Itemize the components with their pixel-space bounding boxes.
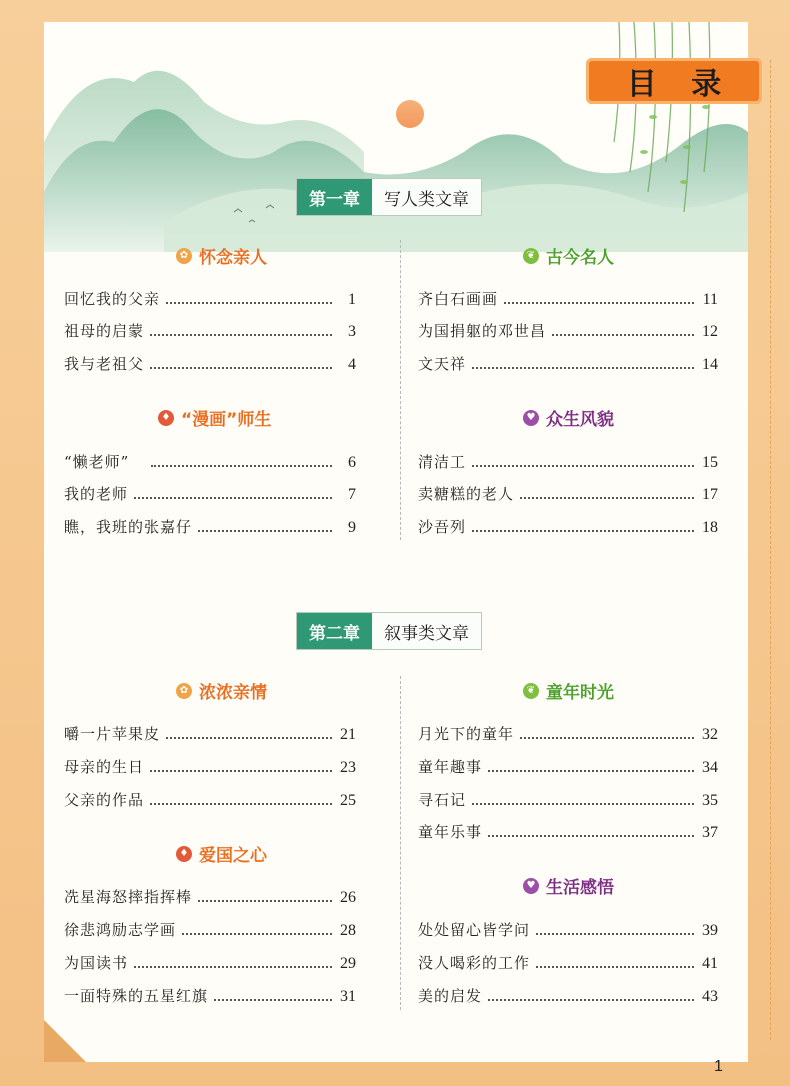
leader-dots: [134, 966, 332, 968]
entry-page: 28: [340, 922, 356, 939]
toc-entry[interactable]: [64, 451, 356, 472]
toc-entry[interactable]: [64, 516, 356, 537]
decorative-border: [770, 60, 772, 1040]
landscape-banner: [44, 22, 748, 252]
entry-title: 我与老祖父: [64, 355, 145, 373]
toc-entry[interactable]: [64, 919, 356, 940]
toc-entry[interactable]: [418, 952, 718, 973]
toc-entry[interactable]: [418, 516, 718, 537]
entry-title: 齐白石画画: [418, 290, 499, 308]
leader-dots: [472, 803, 694, 805]
leader-dots: [166, 737, 332, 739]
section-header-gujin: [523, 243, 614, 268]
section-title: 童年时光: [546, 683, 614, 703]
entry-page: 29: [340, 955, 356, 972]
entry-title: 寻石记: [418, 791, 467, 809]
entry-title: 母亲的生日: [64, 758, 145, 776]
toc-entry[interactable]: [418, 789, 718, 810]
entry-page: 1: [348, 291, 356, 308]
toc-title-tab: [586, 58, 762, 104]
chapter-1-number: 第一章: [297, 179, 372, 215]
toc-entry[interactable]: [64, 353, 356, 374]
toc-entry[interactable]: [64, 288, 356, 309]
section-title: 生活感悟: [546, 878, 614, 898]
entry-page: 18: [702, 519, 718, 536]
leader-dots: [520, 737, 694, 739]
leader-dots: [504, 302, 694, 304]
toc-entry[interactable]: [418, 451, 718, 472]
section-header-huainian: [176, 243, 267, 268]
page-corner-fold: [44, 1020, 86, 1062]
entry-page: 3: [348, 323, 356, 340]
toc-entry[interactable]: [418, 288, 718, 309]
leader-dots: [182, 933, 332, 935]
entry-page: 7: [348, 486, 356, 503]
leader-dots: [488, 835, 694, 837]
leaf-icon: ❦: [523, 248, 539, 264]
entry-title: 卖糖糕的老人: [418, 485, 515, 503]
section-header-shenghuo: [523, 873, 614, 898]
section-title: “漫画”师生: [181, 410, 272, 430]
entry-page: 25: [340, 792, 356, 809]
entry-title: 瞧，我班的张嘉仔: [64, 518, 193, 536]
section-title: 古今名人: [546, 248, 614, 268]
toc-entry[interactable]: [418, 985, 718, 1006]
entry-page: 11: [702, 291, 718, 308]
chapter-2-name: 叙事类文章: [372, 613, 481, 649]
leader-dots: [150, 803, 332, 805]
column-divider-2: [400, 676, 401, 1010]
flame-icon: ♦: [176, 846, 192, 862]
chapter-1-name: 写人类文章: [372, 179, 481, 215]
leader-dots: [150, 334, 332, 336]
toc-entry[interactable]: [64, 756, 356, 777]
entry-title: 童年趣事: [418, 758, 483, 776]
entry-title: 一面特殊的五星红旗: [64, 987, 209, 1005]
toc-entry[interactable]: [64, 789, 356, 810]
leader-dots: [166, 302, 332, 304]
leader-dots: [214, 999, 332, 1001]
page-number: 1: [714, 1058, 723, 1075]
leader-dots: [488, 999, 694, 1001]
entry-page: 43: [702, 988, 718, 1005]
leader-dots: [198, 530, 332, 532]
entry-title: 嚼一片苹果皮: [64, 725, 161, 743]
entry-title: “懒老师”: [64, 453, 130, 471]
toc-entry[interactable]: [418, 353, 718, 374]
chapter-1-header: [296, 178, 482, 216]
entry-page: 26: [340, 889, 356, 906]
toc-entry[interactable]: [64, 952, 356, 973]
entry-page: 31: [340, 988, 356, 1005]
entry-page: 6: [348, 454, 356, 471]
heart-icon: ♥: [523, 410, 539, 426]
butterfly-icon: ✿: [176, 683, 192, 699]
toc-entry[interactable]: [64, 483, 356, 504]
entry-title: 沙吾列: [418, 518, 467, 536]
entry-page: 9: [348, 519, 356, 536]
leader-dots: [134, 497, 332, 499]
entry-page: 4: [348, 356, 356, 373]
section-header-aiguo: [176, 841, 267, 866]
entry-page: 35: [702, 792, 718, 809]
landscape-illustration: [44, 22, 748, 252]
leader-dots: [536, 933, 694, 935]
entry-page: 34: [702, 759, 718, 776]
leader-dots: [472, 367, 694, 369]
toc-entry[interactable]: [418, 821, 718, 842]
section-title: 怀念亲人: [199, 248, 267, 268]
entry-page: 17: [702, 486, 718, 503]
leader-dots: [552, 334, 694, 336]
entry-page: 15: [702, 454, 718, 471]
entry-title: 处处留心皆学问: [418, 921, 531, 939]
entry-title: 没人喝彩的工作: [418, 954, 531, 972]
entry-page: 41: [702, 955, 718, 972]
entry-title: 为国读书: [64, 954, 129, 972]
leader-dots: [150, 770, 332, 772]
entry-title: 月光下的童年: [418, 725, 515, 743]
toc-entry[interactable]: [64, 320, 356, 341]
butterfly-icon: ✿: [176, 248, 192, 264]
heart-icon: ♥: [523, 878, 539, 894]
entry-page: 14: [702, 356, 718, 373]
entry-title: 徐悲鸿励志学画: [64, 921, 177, 939]
leader-dots: [198, 900, 332, 902]
entry-title: 冼星海怒摔指挥棒: [64, 888, 193, 906]
entry-page: 12: [702, 323, 718, 340]
toc-entry[interactable]: [64, 886, 356, 907]
toc-entry[interactable]: [64, 723, 356, 744]
flame-icon: ♦: [158, 410, 174, 426]
entry-title: 文天祥: [418, 355, 467, 373]
section-header-nongnong: [176, 678, 267, 703]
section-title: 浓浓亲情: [199, 683, 267, 703]
toc-title: 目 录: [626, 67, 734, 102]
section-title: 爱国之心: [199, 846, 267, 866]
entry-page: 32: [702, 726, 718, 743]
section-header-zhongsheng: [523, 405, 614, 430]
toc-entry[interactable]: [418, 320, 718, 341]
toc-entry[interactable]: [64, 985, 356, 1006]
section-header-tongnian: [523, 678, 614, 703]
leader-dots: [488, 770, 694, 772]
column-divider-1: [400, 240, 401, 540]
entry-title: 父亲的作品: [64, 791, 145, 809]
leaf-icon: ❦: [523, 683, 539, 699]
leader-dots: [151, 465, 332, 467]
leader-dots: [472, 465, 694, 467]
entry-title: 我的老师: [64, 485, 129, 503]
entry-title: 祖母的启蒙: [64, 322, 145, 340]
entry-page: 23: [340, 759, 356, 776]
entry-page: 21: [340, 726, 356, 743]
entry-title: 美的启发: [418, 987, 483, 1005]
chapter-2-header: [296, 612, 482, 650]
leader-dots: [536, 966, 694, 968]
leader-dots: [472, 530, 694, 532]
toc-entry[interactable]: [418, 483, 718, 504]
entry-title: 为国捐躯的邓世昌: [418, 322, 547, 340]
toc-entry[interactable]: [418, 919, 718, 940]
section-header-manhua: [158, 405, 271, 430]
entry-title: 童年乐事: [418, 823, 483, 841]
chapter-2-number: 第二章: [297, 613, 372, 649]
entry-page: 37: [702, 824, 718, 841]
entry-title: 清洁工: [418, 453, 467, 471]
toc-entry[interactable]: [418, 756, 718, 777]
entry-title: 回忆我的父亲: [64, 290, 161, 308]
leader-dots: [520, 497, 694, 499]
section-title: 众生风貌: [546, 410, 614, 430]
leader-dots: [150, 367, 332, 369]
entry-page: 39: [702, 922, 718, 939]
toc-entry[interactable]: [418, 723, 718, 744]
